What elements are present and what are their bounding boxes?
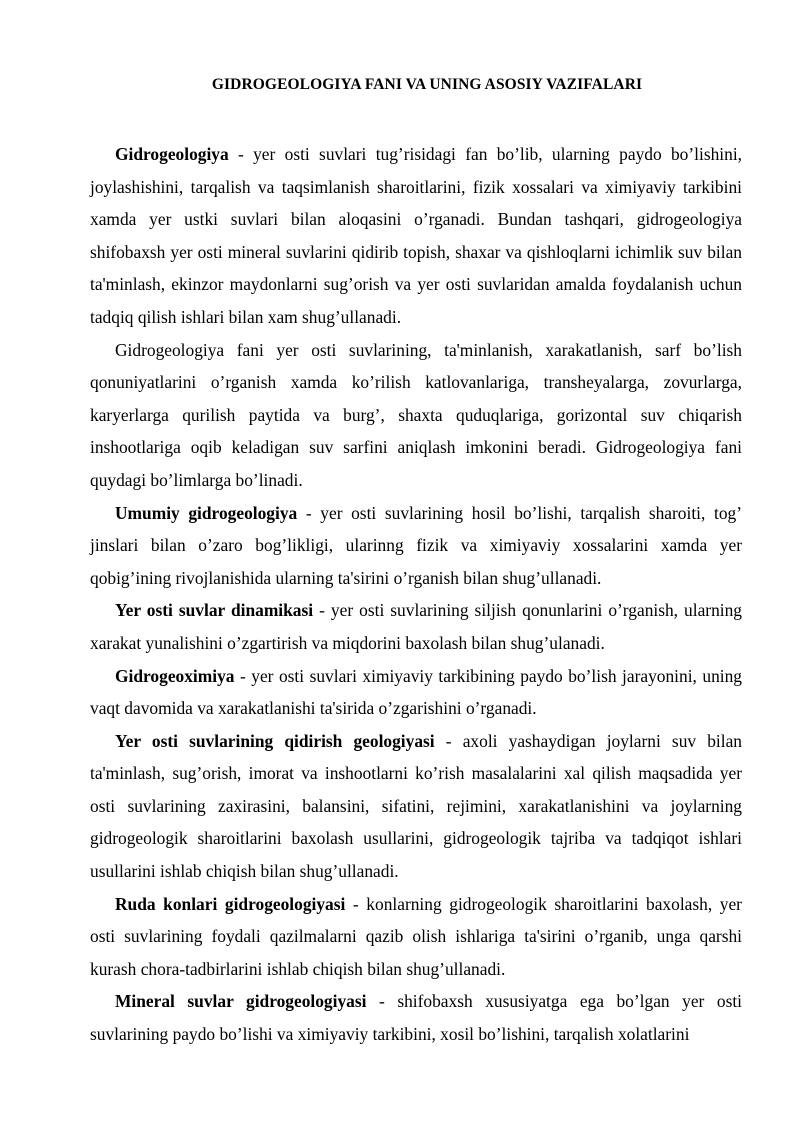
paragraph-fani-bolimlari [90,334,742,497]
paragraph-term: Gidrogeoximiya [115,665,235,686]
paragraph-term: Umumiy gidrogeologiya [115,502,298,523]
paragraph-term: Ruda konlari gidrogeologiyasi [115,893,346,914]
paragraph-yer-osti-suvlar-dinamikasi [90,594,742,659]
paragraph-text: - yer osti suvlarining siljish qonunlarini o’rganish, ularning xarakat yunalishini o’zgartirish va miqdorini baxolash bilan shug’ulanadi. [90,600,742,653]
paragraph-text: Gidrogeologiya fani yer osti suvlarining, ta'minlanish, xarakatlanish, sarf bo’lish qonuniyatlarini o’rganish xamda ko’rilish katlovanlariga, transheyalarga, zovurlarga, karyerlarga qurilish paytida va burg’, shaxta quduqlariga, gorizontal suv chiqarish inshootlariga oqib keladigan suv sarfini aniqlash imkonini beradi. Gidrogeologiya fani quydagi bo’limlarga bo’linadi. [90,339,742,490]
paragraph-ruda-konlari [90,888,742,986]
paragraph-mineral-suvlar [90,985,742,1050]
paragraph-text: - yer osti suvlari ximiyaviy tarkibining paydo bo’lish jarayonini, uning vaqt davomida va xarakatlanishi ta'sirida o’zgarishini o’rganadi. [90,665,742,719]
paragraph-qidirish-geologiyasi [90,725,742,888]
paragraph-text: - axoli yashaydigan joylarni suv bilan ta'minlash, sug’orish, imorat va inshootlarni ko’rish masalalarini xal qilish maqsadida yer osti suvlarining zaxirasini, balansini, sifatini, rejimini, xarakatlanishini va joylarning gidrogeologik sharoitlarini baxolash usullarini, gidrogeologik tajriba va tadqiqot ishlari usullarini ishlab chiqish bilan shug’ullanadi. [90,730,742,882]
paragraph-umumiy-gidrogeologiya [90,497,742,595]
paragraph-term: Yer osti suvlarining qidirish geologiyasi [115,730,435,751]
paragraph-text: - konlarning gidrogeologik sharoitlarini baxolash, yer osti suvlarining foydali qazilmalarni qazib olish ishlariga ta'sirini o’rganib, unga qarshi kurash chora-tadbirlarini ishlab chiqish bilan shug’ullanadi. [90,893,742,979]
paragraph-text: - yer osti suvlari tug’risidagi fan bo’lib, ularning paydo bo’lishini, joylashishini, tarqalish va taqsimlanish sharoitlarini, fizik xossalari va ximiyaviy tarkibini xamda yer ustki suvlari bilan aloqasini o’rganadi. Bundan tashqari, gidrogeologiya shifobaxsh yer osti mineral suvlarini qidirib topish, shaxar va qishloqlarni ichimlik suv bilan ta'minlash, ekinzor maydonlarni sug’orish va yer osti suvlaridan amalda foydalanish uchun tadqiq qilish ishlari bilan xam shug’ullanadi. [90,144,742,327]
paragraph-term: Yer osti suvlar dinamikasi [115,600,314,621]
paragraph-gidrogeologiya [90,138,742,334]
document-title: GIDROGEOLOGIYA FANI VA UNING ASOSIY VAZIFALARI [211,76,643,93]
paragraph-term: Mineral suvlar gidrogeologiyasi [115,991,367,1012]
paragraph-text: - shifobaxsh xususiyatga ega bo’lgan yer osti suvlarining paydo bo’lishi va ximiyaviy tarkibini, xosil bo’lishini, tarqalish xolatlarini [90,991,742,1045]
paragraph-gidrogeoximiya [90,660,742,725]
paragraph-term: Gidrogeologiya [115,144,229,164]
document-page [90,76,742,1051]
paragraph-text: - yer osti suvlarining hosil bo’lishi, tarqalish sharoiti, tog’ jinslari bilan o’zaro bog’likligi, ularinng fizik va ximiyaviy xossalarini xamda yer qobig’ining rivojlanishida ularning ta'sirini o’rganish bilan shug’ullanadi. [90,502,742,588]
